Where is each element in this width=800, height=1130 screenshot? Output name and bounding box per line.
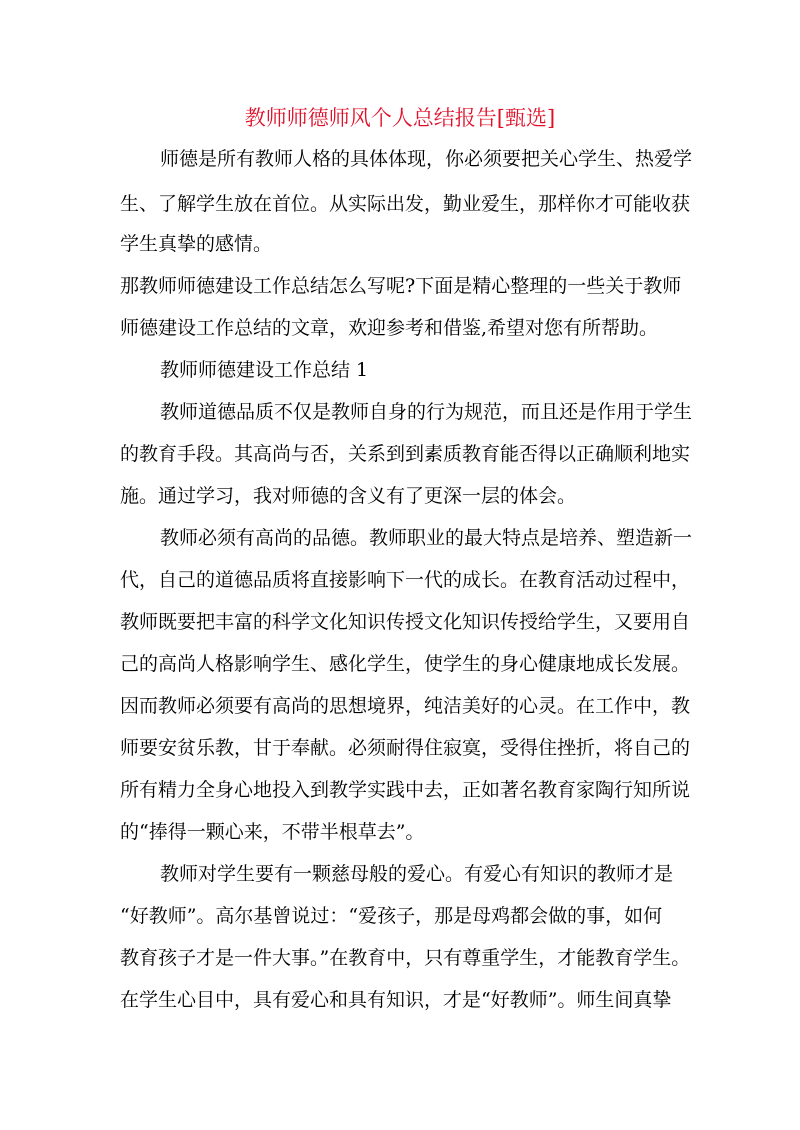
text-line: 的教育手段。其高尚与否，关系到到素质教育能否得以正确顺利地实 (120, 443, 691, 465)
text-line: 所有精力全身心地投入到教学实践中去，正如著名教育家陶行知所说 (120, 779, 691, 801)
text-line: 代，自己的道德品质将直接影响下一代的成长。在教育活动过程中， (120, 569, 691, 591)
text-line: 教师既要把丰富的科学文化知识传授文化知识传授给学生，又要用自 (120, 611, 691, 633)
document-title: 教师师德师风个人总结报告[甄选] (244, 106, 556, 130)
text-line: 教师必须有高尚的品德。教师职业的最大特点是培养、塑造新一 (160, 527, 693, 549)
text-line: 己的高尚人格影响学生、感化学生，使学生的身心健康地成长发展。 (120, 653, 691, 675)
text-line: 师要安贫乐教，甘于奉献。必须耐得住寂寞，受得住挫折，将自己的 (120, 737, 691, 759)
text-line: 的“捧得一颗心来，不带半根草去”。 (120, 821, 425, 843)
text-line: 学生真挚的感情。 (120, 233, 273, 255)
section-heading: 教师师德建设工作总结 1 (160, 359, 369, 381)
text-line: 师德建设工作总结的文章，欢迎参考和借鉴,希望对您有所帮助。 (120, 317, 659, 339)
text-line: 教师对学生要有一颗慈母般的爱心。有爱心有知识的教师才是 (160, 863, 674, 885)
text-line: 师德是所有教师人格的具体体现，你必须要把关心学生、热爱学 (160, 148, 693, 170)
text-line: 生、了解学生放在首位。从实际出发，勤业爱生，那样你才可能收获 (120, 193, 691, 215)
text-line: 因而教师必须要有高尚的思想境界，纯洁美好的心灵。在工作中，教 (120, 695, 691, 717)
text-line: “好教师”。高尔基曾说过：“爱孩子，那是母鸡都会做的事，如何 (120, 905, 663, 927)
text-line: 教师道德品质不仅是教师自身的行为规范，而且还是作用于学生 (160, 401, 693, 423)
text-line: 那教师师德建设工作总结怎么写呢?下面是精心整理的一些关于教师 (120, 275, 682, 297)
text-line: 教育孩子才是一件大事。”在教育中，只有尊重学生，才能教育学生。 (120, 947, 691, 969)
text-line: 施。通过学习，我对师德的含义有了更深一层的体会。 (120, 485, 577, 507)
text-line: 在学生心目中，具有爱心和具有知识，才是“好教师”。师生间真挚 (120, 989, 672, 1011)
